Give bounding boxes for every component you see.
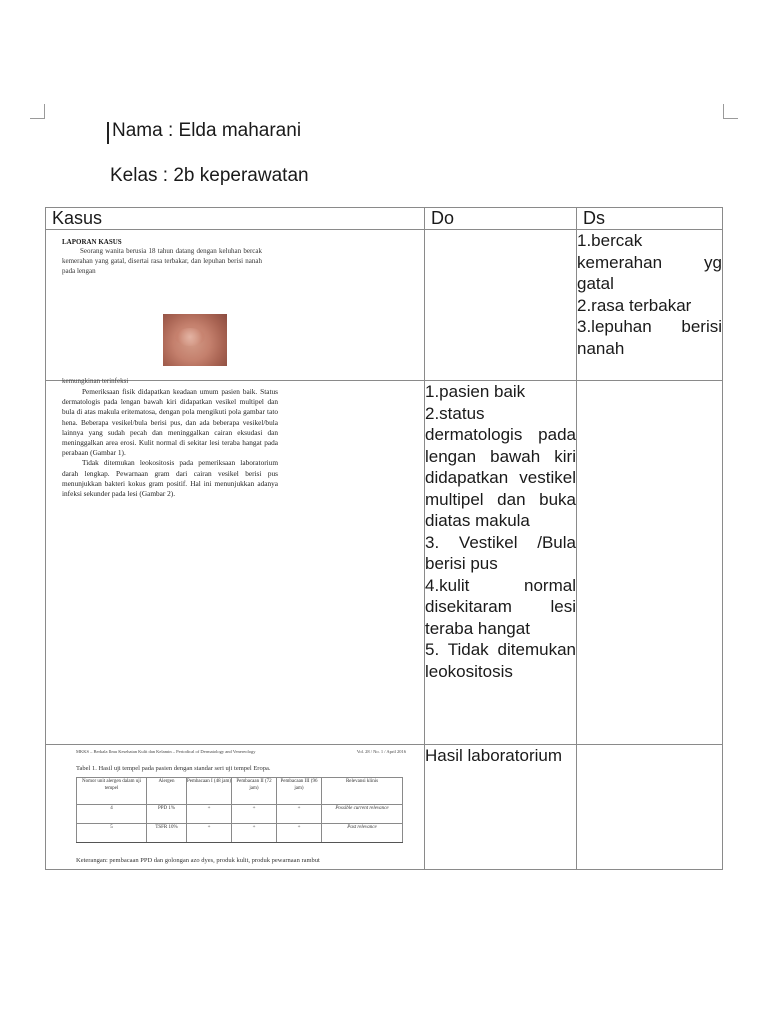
patch-header-relevance: Relevansi klinis <box>322 778 403 805</box>
kasus-cell-2[interactable] <box>46 377 425 745</box>
case-excerpt-image-2 <box>46 377 424 744</box>
patch-test-header-row <box>77 778 403 805</box>
ds-cell-1[interactable]: 1.bercak kemerahan yg gatal 2.rasa terbakar 3.lepuhan berisi nanah <box>577 230 723 381</box>
excerpt-table-caption: Tabel 1. Hasil uji tempel pada pasien dengan standar seri uji tempel Eropa. <box>76 765 271 772</box>
patch-cell: TSFR 10% <box>147 824 187 843</box>
patch-header-alergen: Alergen <box>147 778 187 805</box>
kasus-cell-3[interactable] <box>46 745 425 870</box>
skin-lesion-photo <box>163 314 227 366</box>
patch-cell: + <box>187 805 232 824</box>
crop-mark-top-left <box>30 104 45 119</box>
do-cell-3[interactable]: Hasil laboratorium <box>425 745 577 870</box>
table-row <box>46 745 723 870</box>
patch-header-reading-1: Pembacaan I (48 jam) <box>187 778 232 805</box>
ds-cell-3[interactable] <box>577 745 723 870</box>
excerpt-cut-line: kemungkinan terinfeksi <box>62 377 129 385</box>
patch-cell: + <box>277 805 322 824</box>
table-header-row <box>46 208 723 230</box>
do-cell-2[interactable]: 1.pasien baik 2.status dermatologis pada lengan bawah kiri didapatkan vestikel multipel dan buka diatas makula 3. Vestikel /Bula berisi pus 4.kulit normal disekitaram lesi teraba hangat 5. Tidak ditemukan leokositosis <box>425 381 577 745</box>
patch-cell: Past relevance <box>322 824 403 843</box>
kasus-cell-1[interactable] <box>46 230 425 381</box>
header-ds: Ds <box>577 208 723 230</box>
patch-cell: Possible current relevance <box>322 805 403 824</box>
table-row <box>77 824 403 843</box>
excerpt-text: Seorang wanita berusia 18 tahun datang dengan keluhan bercak kemerahan yang gatal, disertai rasa terbakar, dan lepuhan berisi nanah pada lengan <box>62 247 262 275</box>
patch-header-reading-2: Pembacaan II (72 jam) <box>232 778 277 805</box>
assessment-table <box>45 207 723 870</box>
case-excerpt-image-3 <box>46 745 424 869</box>
patch-cell: + <box>232 824 277 843</box>
patch-header-reading-3: Pembacaan III (96 jam) <box>277 778 322 805</box>
patch-cell: + <box>232 805 277 824</box>
header-kasus: Kasus <box>46 208 425 230</box>
case-excerpt-image-1 <box>46 230 424 380</box>
patch-cell: + <box>277 824 322 843</box>
excerpt-paragraph-1: Pemeriksaan fisik didapatkan keadaan umum pasien baik. Status dermatologis pada lengan bawah kiri didapatkan vesikel multipel dan bula di atas makula eritematosa, dengan pola mengikuti pola gambar tato hena. Beberapa vesikel/bula berisi pus, dan ada beberapa vesikel/bula lainnya yang sudah pecah dan meninggalkan cairan eksudasi dan meninggalkan area erosi. Kulit normal di sekitar lesi teraba hangat pada perabaan (Gambar 1). <box>62 387 278 458</box>
table-row <box>46 230 723 381</box>
excerpt-paragraph-2: Tidak ditemukan leokositosis pada pemeriksaan laboratorium darah lengkap. Pewarnaan gram dari cairan vesikel berisi pus menunjukkan bakteri kokus gram positif. Hal ini menunjukkan adanya infeksi sekunder pada lesi (Gambar 2). <box>62 458 278 499</box>
text-cursor <box>107 122 109 144</box>
excerpt-title: LAPORAN KASUS <box>62 238 122 246</box>
patch-cell: PPD 1% <box>147 805 187 824</box>
excerpt-text <box>62 387 278 499</box>
patch-header-unit: Nomor unit alergen dalam uji tempel <box>77 778 147 805</box>
patch-cell: + <box>187 824 232 843</box>
journal-name: MKKS – Berkala Ilmu Kesehatan Kulit dan Kelamin – Periodical of Dermatology and Venereology <box>76 749 256 754</box>
patch-cell: 4 <box>77 805 147 824</box>
student-class[interactable]: Kelas : 2b keperawatan <box>110 165 309 186</box>
table-row <box>46 381 723 745</box>
ds-cell-2[interactable] <box>577 381 723 745</box>
patch-test-table <box>76 777 403 843</box>
excerpt-journal-header <box>76 749 406 754</box>
patch-cell: 5 <box>77 824 147 843</box>
journal-volume: Vol. 28 / No. 1 / April 2016 <box>356 749 406 754</box>
do-cell-1[interactable] <box>425 230 577 381</box>
student-name[interactable]: Nama : Elda maharani <box>112 120 302 141</box>
excerpt-footer-note: Keterangan: pembacaan PPD dan golongan azo dyes, produk kulit, produk pewarnaan rambut <box>76 857 320 864</box>
header-do: Do <box>425 208 577 230</box>
crop-mark-top-right <box>723 104 738 119</box>
table-row <box>77 805 403 824</box>
